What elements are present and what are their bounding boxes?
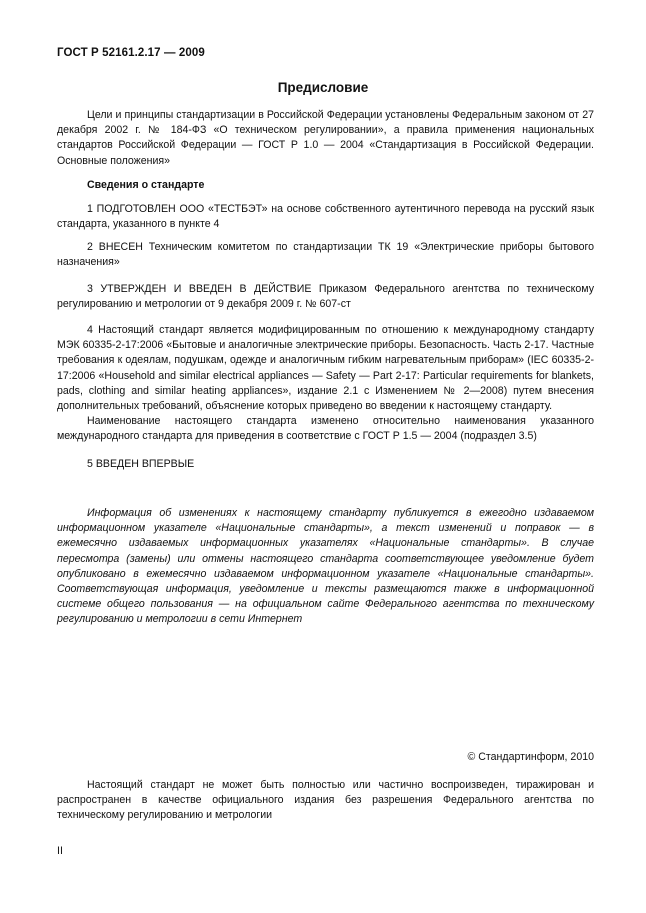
intro-paragraph: Цели и принципы стандартизации в Российской Федерации установлены Федеральным законом от 27 декабря 2002 г. № 184-ФЗ «О техническом регулировании», а правила применения национальных стандартов Российской Федерации — ГОСТ Р 1.0 — 2004 «Стандартизация в Российской Федерации. Основные положения»: [57, 109, 594, 167]
item-5-block: [57, 457, 594, 472]
page-title: Предисловие: [277, 80, 369, 95]
item-3: 3 УТВЕРЖДЕН И ВВЕДЕН В ДЕЙСТВИЕ Приказом Федерального агентства по техническому регулированию и метрологии от 9 декабря 2009 г. № 607-ст: [57, 283, 594, 311]
item-1-block: [57, 202, 594, 232]
reproduction-block: [57, 778, 594, 824]
page-number: II: [57, 845, 63, 857]
item-2: 2 ВНЕСЕН Техническим комитетом по стандартизации ТК 19 «Электрические приборы бытового назначения»: [57, 241, 594, 269]
section-heading-block: [57, 178, 594, 193]
reproduction-notice: Настоящий стандарт не может быть полностью или частично воспроизведен, тиражирован и распространен в качестве официального издания без разрешения Федерального агентства по техническому регулированию и метрологии: [57, 779, 594, 822]
notice-block: [57, 506, 594, 628]
item-5: 5 ВВЕДЕН ВПЕРВЫЕ: [87, 458, 195, 470]
item-4-block: [57, 323, 594, 445]
copyright: © Стандартинформ, 2010: [467, 751, 594, 763]
section-heading: Сведения о стандарте: [87, 179, 205, 191]
copyright-block: [57, 750, 594, 765]
item-2-block: [57, 240, 594, 270]
intro-block: [57, 108, 594, 169]
notice-paragraph: Информация об изменениях к настоящему стандарту публикуется в ежегодно издаваемом информационном указателе «Национальные стандарты», а текст изменений и поправок — в ежемесячно издаваемых информационных указателях «Национальные стандарты». В случае пересмотра (замены) или отмены настоящего стандарта соответствующее уведомление будет опубликовано в ежемесячно издаваемом информационном указателе «Национальные стандарты». Соответствующая информация, уведомление и тексты размещаются также в информационной системе общего пользования — на официальном сайте Федерального агентства по техническому регулированию и метрологии в сети Интернет: [57, 507, 594, 626]
item-4-note: Наименование настоящего стандарта изменено относительно наименования указанного международного стандарта для приведения в соответствие с ГОСТ Р 1.5 — 2004 (подраздел 3.5): [57, 415, 594, 443]
item-4: 4 Настоящий стандарт является модифицированным по отношению к международному стандарту МЭК 60335-2-17:2006 «Бытовые и аналогичные электрические приборы. Безопасность. Часть 2-17. Частные требования к одеялам, подушкам, одежде и аналогичным гибким нагревательным приборам» (IEC 60335-2-17:2006 «Household and similar electrical appliances — Safety — Part 2-17: Particular requirements for blankets, pads, clothing and similar heating appliances», издание 2.1 с Изменением № 2—2008) путем внесения дополнительных требований, объяснение которых приведено во введении к настоящему стандарту.: [57, 324, 594, 413]
item-1: 1 ПОДГОТОВЛЕН ООО «ТЕСТБЭТ» на основе собственного аутентичного перевода на русский язык стандарта, указанного в пункте 4: [57, 203, 594, 231]
item-3-block: [57, 282, 594, 312]
document-code: ГОСТ Р 52161.2.17 — 2009: [57, 47, 205, 59]
